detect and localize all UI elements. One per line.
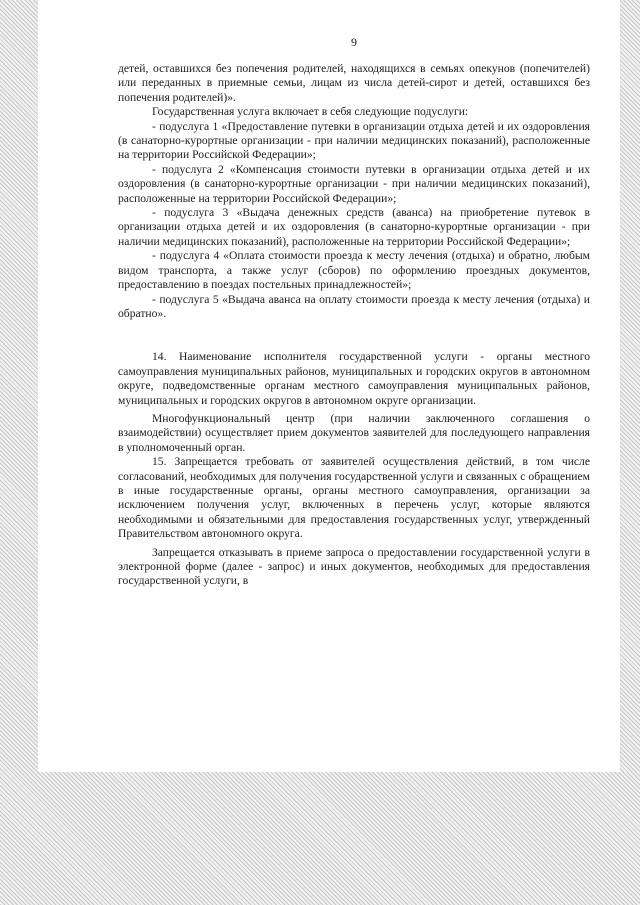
list-item-subservice-5: - подуслуга 5 «Выдача аванса на оплату стоимости проезда к месту лечения (отдыха) и обратно». — [118, 292, 590, 320]
list-item-subservice-2: - подуслуга 2 «Компенсация стоимости путевки в организации отдыха детей и их оздоровления (в санаторно-курортные организации - при наличии медицинских показаний), расположенные на территории Российской Федерации»; — [118, 162, 590, 205]
paragraph-prohibition: Запрещается отказывать в приеме запроса о предоставлении государственной услуги в электронной форме (далее - запрос) и иных документов, необходимых для предоставления государственной услуги, в — [118, 545, 590, 588]
list-item-subservice-4: - подуслуга 4 «Оплата стоимости проезда к месту лечения (отдыха) и обратно, любым видом транспорта, а также услуг (сборов) по оформлению проездных документов, предоставлению в поездах постельных принадлежностей»; — [118, 249, 590, 292]
page-number: 9 — [351, 35, 357, 49]
scan-border-left — [0, 0, 38, 905]
paragraph-15: 15. Запрещается требовать от заявителей осуществления действий, в том числе согласований, необходимых для получения государственной услуги и связанных с обращением в иные государственные органы, органы местного самоуправления, организации за исключением получения услуг, включенных в перечень услуг, которые являются необходимыми и обязательными для предоставления государственных услуг, утвержденный Правительством автономного округа. — [118, 455, 590, 541]
paragraph-14: 14. Наименование исполнителя государственной услуги - органы местного самоуправления муниципальных районов, муниципальных и городских округов в автономном округе, подведомственные органам местного самоуправления муниципальных районов, муниципальных и городских округов в автономном округе организации. — [118, 350, 590, 407]
list-item-subservice-3: - подуслуга 3 «Выдача денежных средств (аванса) на приобретение путевок в организации отдыха детей и их оздоровления (в санаторно-курортные организации - при наличии медицинских показаний), расположенные на территории Российской Федерации»; — [118, 206, 590, 248]
document-page — [38, 0, 620, 772]
scan-border-right — [620, 0, 640, 905]
body-text — [118, 62, 590, 589]
list-item-subservice-1: - подуслуга 1 «Предоставление путевки в организации отдыха детей и их оздоровления (в санаторно-курортные организации - при наличии медицинских показаний), расположенные на территории Российской Федерации»; — [118, 119, 590, 162]
paragraph-continuation: детей, оставшихся без попечения родителей, находящихся в семьях опекунов (попечителей) или переданных в приемные семьи, лицам из числа детей-сирот и детей, оставшихся без попечения родителей)». — [118, 62, 590, 104]
paragraph-subservices-intro: Государственная услуга включает в себя следующие подуслуги: — [152, 105, 469, 119]
paragraph-mfc: Многофункциональный центр (при наличии заключенного соглашения о взаимодействии) осуществляет прием документов заявителей для последующего направления в уполномоченный орган. — [118, 411, 590, 454]
scan-border-bottom — [0, 772, 640, 905]
